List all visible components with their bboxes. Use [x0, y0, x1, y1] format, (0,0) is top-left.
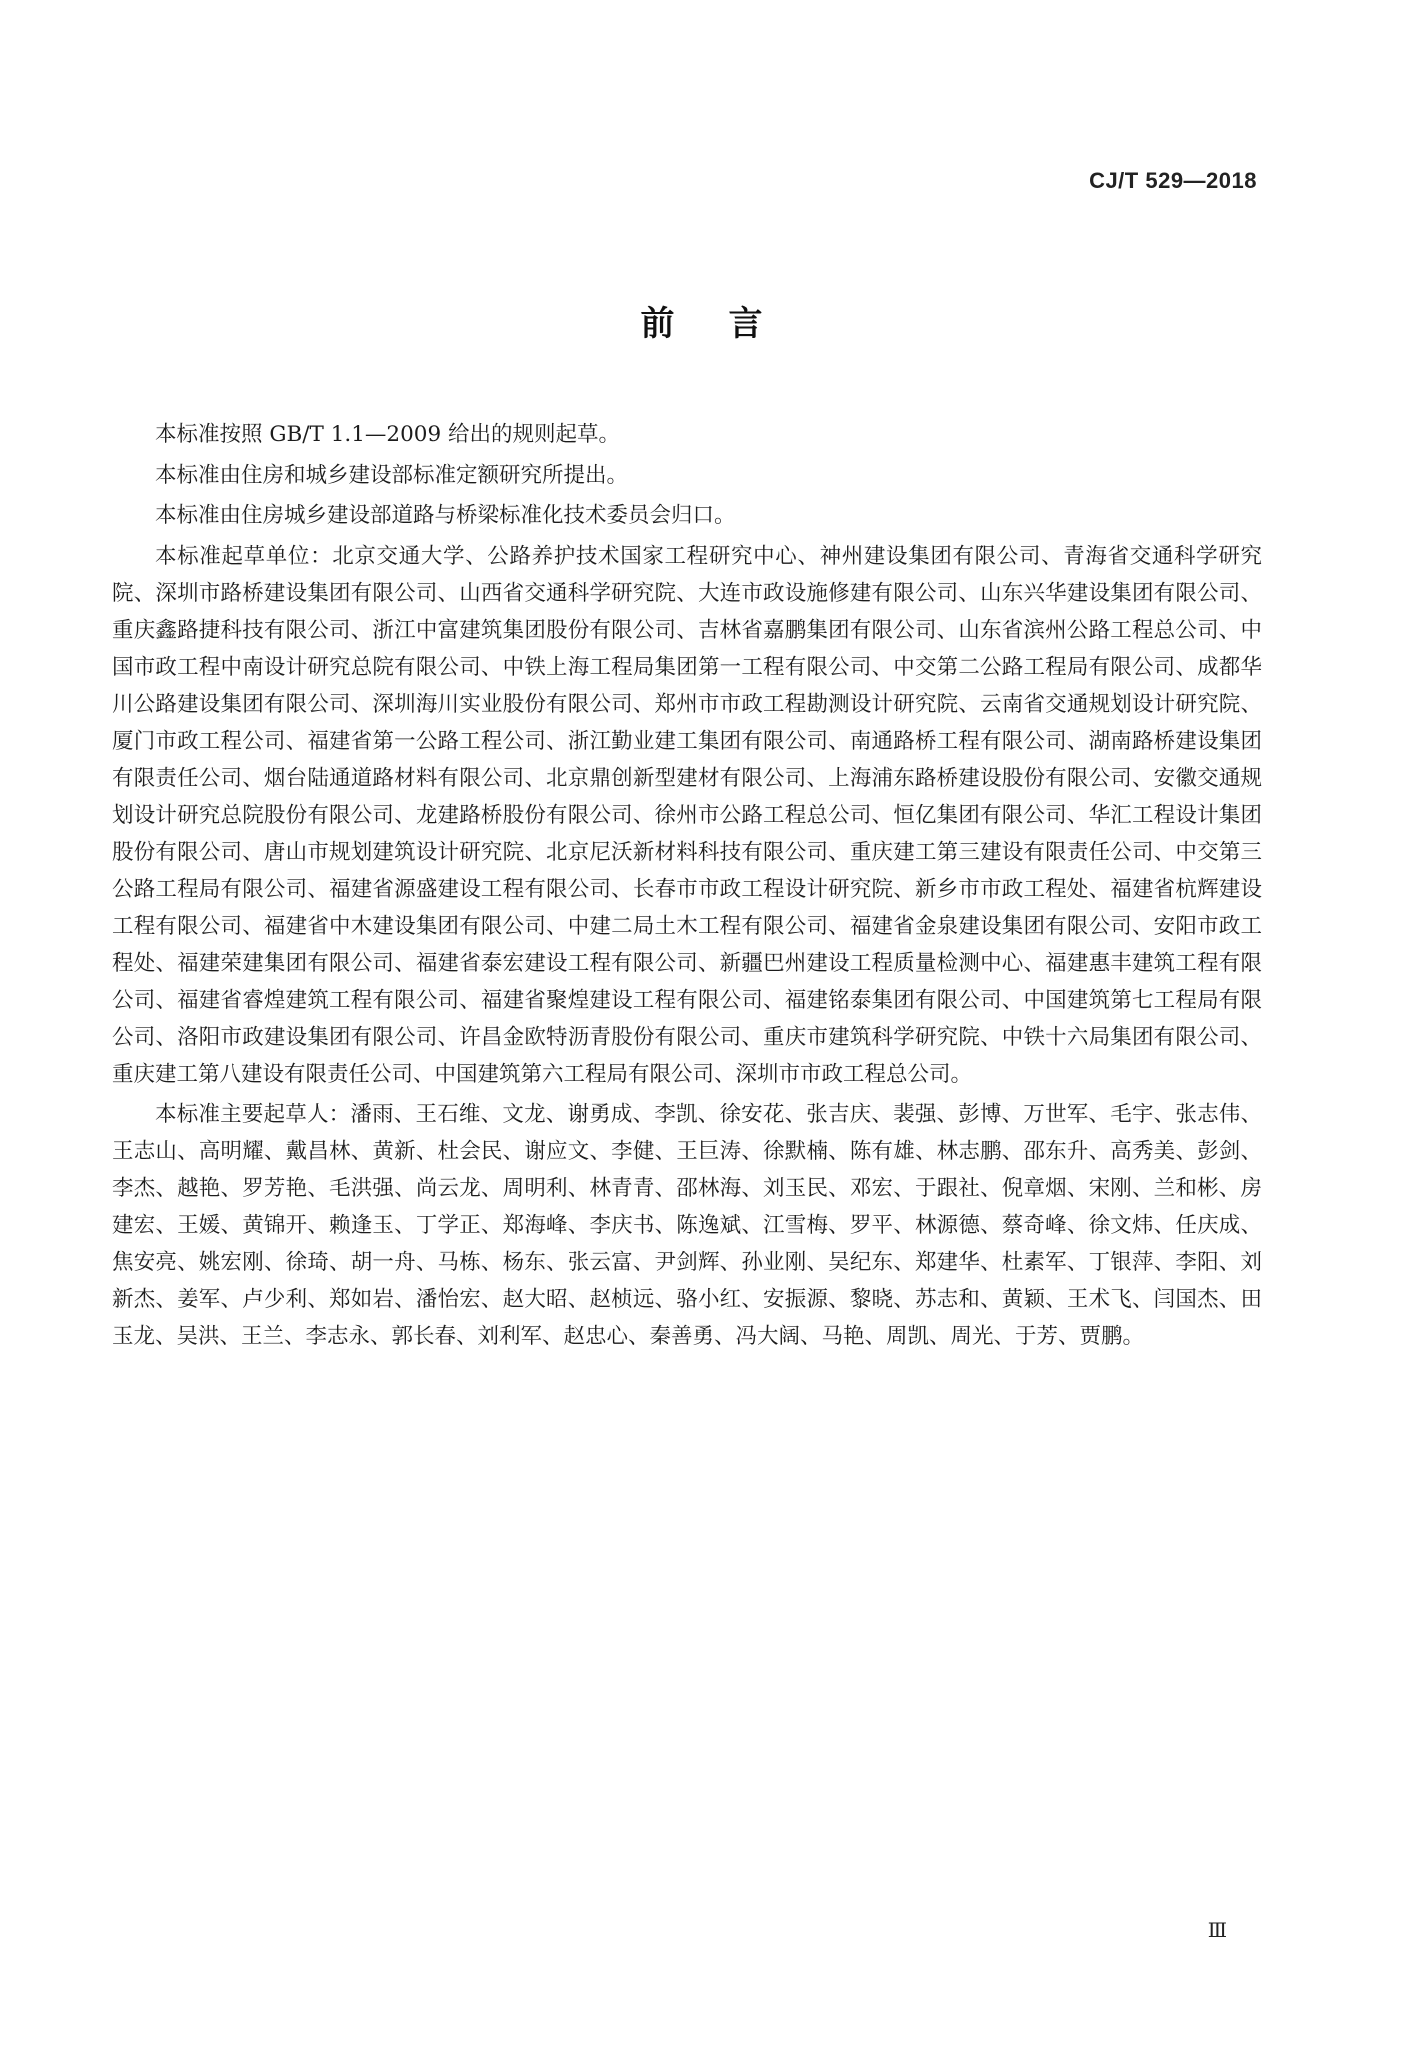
paragraph-drafting-rules: 本标准按照 GB/T 1.1—2009 给出的规则起草。 [155, 422, 620, 447]
paragraph-drafting-units: 本标准起草单位：北京交通大学、公路养护技术国家工程研究中心、神州建设集团有限公司、青海省交通科学研究院、深圳市路桥建设集团有限公司、山西省交通科学研究院、大连市政设施修建有限公司、山东兴华建设集团有限公司、重庆鑫路捷科技有限公司、浙江中富建筑集团股份有限公司、吉林省嘉鹏集团有限公司、山东省滨州公路工程总公司、中国市政工程中南设计研究总院有限公司、中铁上海工程局集团第一工程有限公司、中交第二公路工程局有限公司、成都华川公路建设集团有限公司、深圳海川实业股份有限公司、郑州市市政工程勘测设计研究院、云南省交通规划设计研究院、厦门市政工程公司、福建省第一公路工程公司、浙江勤业建工集团有限公司、南通路桥工程有限公司、湖南路桥建设集团有限责任公司、烟台陆通道路材料有限公司、北京鼎创新型建材有限公司、上海浦东路桥建设股份有限公司、安徽交通规划设计研究总院股份有限公司、龙建路桥股份有限公司、徐州市公路工程总公司、恒亿集团有限公司、华汇工程设计集团股份有限公司、唐山市规划建筑设计研究院、北京尼沃新材料科技有限公司、重庆建工第三建设有限责任公司、中交第三公路工程局有限公司、福建省源盛建设工程有限公司、长春市市政工程设计研究院、新乡市市政工程处、福建省杭辉建设工程有限公司、福建省中木建设集团有限公司、中建二局土木工程有限公司、福建省金泉建设集团有限公司、安阳市政工程处、福建荣建集团有限公司、福建省泰宏建设工程有限公司、新疆巴州建设工程质量检测中心、福建惠丰建筑工程有限公司、福建省睿煌建筑工程有限公司、福建省聚煌建设工程有限公司、福建铭泰集团有限公司、中国建筑第七工程局有限公司、洛阳市政建设集团有限公司、许昌金欧特沥青股份有限公司、重庆市建筑科学研究院、中铁十六局集团有限公司、重庆建工第八建设有限责任公司、中国建筑第六工程局有限公司、深圳市市政工程总公司。 [112, 543, 1262, 1087]
paragraph-centralized: 本标准由住房城乡建设部道路与桥梁标准化技术委员会归口。 [155, 503, 736, 528]
standard-code: CJ/T 529—2018 [1089, 168, 1257, 193]
foreword-body [112, 416, 1262, 1359]
page-number: Ⅲ [1207, 1918, 1227, 1942]
page-title: 前言 [640, 304, 817, 344]
paragraph-proposer: 本标准由住房和城乡建设部标准定额研究所提出。 [155, 462, 629, 488]
paragraph-drafters: 本标准主要起草人：潘雨、王石维、文龙、谢勇成、李凯、徐安花、张吉庆、裴强、彭博、万世军、毛宇、张志伟、王志山、高明耀、戴昌林、黄新、杜会民、谢应文、李健、王巨涛、徐默楠、陈有雄、林志鹏、邵东升、高秀美、彭剑、李杰、越艳、罗芳艳、毛洪强、尚云龙、周明利、林青青、邵林海、刘玉民、邓宏、于跟社、倪章烟、宋刚、兰和彬、房建宏、王媛、黄锦开、赖逢玉、丁学正、郑海峰、李庆书、陈逸斌、江雪梅、罗平、林源德、蔡奇峰、徐文炜、任庆成、焦安亮、姚宏刚、徐琦、胡一舟、马栋、杨东、张云富、尹剑辉、孙业刚、吴纪东、郑建华、杜素军、丁银萍、李阳、刘新杰、姜军、卢少利、郑如岩、潘怡宏、赵大昭、赵桢远、骆小红、安振源、黎晓、苏志和、黄颖、王术飞、闫国杰、田玉龙、吴洪、王兰、李志永、郭长春、刘利军、赵忠心、秦善勇、冯大阔、马艳、周凯、周光、于芳、贾鹏。 [112, 1102, 1262, 1349]
